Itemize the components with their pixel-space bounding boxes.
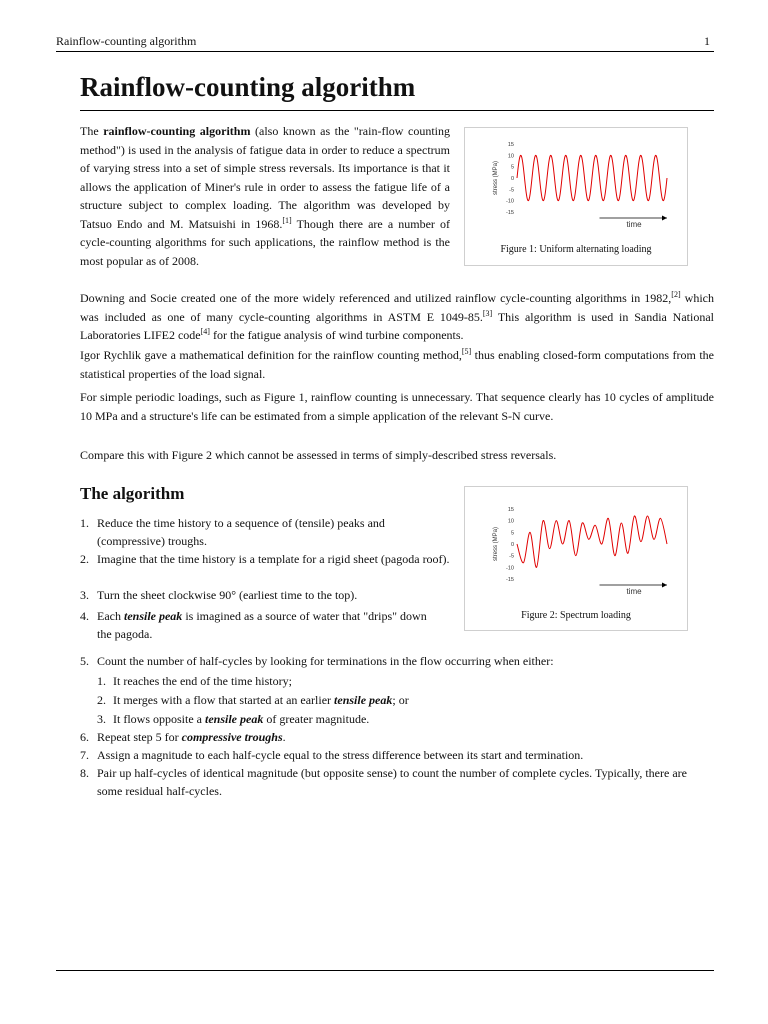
step-number: 5. xyxy=(80,654,89,668)
substep-text-post: ; or xyxy=(392,693,409,707)
emphasis-tensile-peak: tensile peak xyxy=(334,693,393,707)
emphasis-tensile-peak: tensile peak xyxy=(205,712,264,726)
list-item xyxy=(80,764,714,800)
substep-number: 3. xyxy=(97,712,106,726)
paragraph-compare: Compare this with Figure 2 which cannot be assessed in terms of simply-described stress reversals. xyxy=(80,448,557,462)
substep-text-post: of greater magnitude. xyxy=(263,712,370,726)
reference-link-3[interactable]: [3] xyxy=(482,308,493,318)
paragraph-downing-socie xyxy=(80,289,714,345)
page-number: 1 xyxy=(704,34,710,48)
list-item xyxy=(97,710,697,728)
y-tick-label: -10 xyxy=(506,565,514,572)
emphasis-compressive-troughs: compressive troughs xyxy=(181,730,283,744)
y-tick-label: -10 xyxy=(506,198,514,205)
intro-text-b: (also known as the "rain-flow counting method") is used in the analysis of fatigue data in order to reduce a spectrum of varying stress into a set of simple stress reversals. Its importance is that it allows the application of Miner's rule in order to assess the fatigue life of a structure subject to complex loading. The algorithm was developed by Tatsuo Endo and M. Matsuishi in 1968. xyxy=(80,124,450,231)
list-item xyxy=(80,652,714,670)
y-tick-label: -5 xyxy=(509,553,514,560)
step-text xyxy=(97,728,714,746)
figure-2-caption: Figure 2: Spectrum loading xyxy=(521,610,631,621)
step-number: 8. xyxy=(80,766,89,780)
para3-text-a: Igor Rychlik gave a mathematical definition for the rainflow counting method, xyxy=(80,348,462,362)
spectrum-loading-series-line xyxy=(517,516,667,568)
intro-text-c: Though there are a number of cycle-counting algorithms for such applications, the rainflow method is the most popular as of 2008. xyxy=(80,216,450,268)
running-header-title: Rainflow-counting algorithm xyxy=(56,34,197,48)
figure-1-caption: Figure 1: Uniform alternating loading xyxy=(500,244,652,255)
emphasis-tensile-peak: tensile peak xyxy=(123,609,183,623)
y-tick-label: -15 xyxy=(506,210,514,216)
x-axis-label: time xyxy=(626,587,642,596)
step-number: 7. xyxy=(80,748,89,762)
list-item xyxy=(97,672,697,690)
y-tick-label: 15 xyxy=(507,507,514,513)
reference-link-5[interactable]: [5] xyxy=(461,347,472,356)
header-rule xyxy=(56,51,714,52)
x-axis-label: time xyxy=(626,220,642,229)
y-axis-label: stress (MPa) xyxy=(493,160,499,196)
reference-link-4[interactable]: [4] xyxy=(200,327,210,336)
time-axis-arrow xyxy=(662,216,667,221)
list-item xyxy=(80,607,430,643)
step-text: Turn the sheet clockwise 90° (earliest time to the top). xyxy=(97,588,358,602)
list-item xyxy=(97,691,697,709)
step-text-pre: Each xyxy=(97,609,124,623)
step-text-pre: Repeat step 5 for xyxy=(97,730,182,744)
y-tick-label: -5 xyxy=(509,187,514,194)
y-tick-label: 15 xyxy=(507,142,514,148)
reference-link-2[interactable]: [2] xyxy=(671,290,681,299)
para2-text-c: This algorithm is used in Sandia National Laboratories LIFE2 code xyxy=(80,309,715,342)
paragraph-rychlik xyxy=(80,346,714,383)
step-number: 6. xyxy=(80,730,89,744)
intro-text-a: The xyxy=(80,124,104,138)
substep-text xyxy=(113,691,697,709)
step-number: 1. xyxy=(80,516,89,530)
footer-rule xyxy=(56,970,714,971)
y-tick-label: 5 xyxy=(510,530,514,537)
y-tick-label: -15 xyxy=(506,577,514,583)
y-tick-label: 0 xyxy=(510,542,514,548)
step-text-post: . xyxy=(282,730,286,744)
running-header xyxy=(56,34,714,50)
paragraph-periodic-loading: For simple periodic loadings, such as Figure 1, rainflow counting is unnecessary. That sequence clearly has 10 cycles of amplitude 10 MPa and a structure's life can be estimated from a simple application of the relevant S-N curve. xyxy=(80,390,714,423)
reference-link-1[interactable]: [1] xyxy=(282,215,292,225)
step-text: Pair up half-cycles of identical magnitude (but opposite sense) to count the number of complete cycles. Typically, there are some residual half-cycles. xyxy=(97,766,687,798)
substep-number: 1. xyxy=(97,674,106,688)
intro-bold-term: rainflow-counting algorithm xyxy=(103,124,251,138)
list-item xyxy=(80,746,714,764)
page-title: Rainflow-counting algorithm xyxy=(80,72,416,102)
para2-text-b: which was included as one of many cycle-counting algorithms in ASTM E 1049-85. xyxy=(80,291,715,324)
step-number: 3. xyxy=(80,588,89,602)
substep-text xyxy=(113,710,697,728)
y-axis-label: stress (MPa) xyxy=(493,526,499,562)
time-axis-arrow xyxy=(662,583,667,588)
uniform-loading-series-line xyxy=(517,155,667,200)
substep-text-pre: It flows opposite a xyxy=(113,712,205,726)
step-text: Count the number of half-cycles by looking for terminations in the flow occurring when either: xyxy=(97,654,554,668)
list-item xyxy=(80,514,420,550)
step-text: Imagine that the time history is a template for a rigid sheet (pagoda roof). xyxy=(97,552,450,566)
step-number: 4. xyxy=(80,609,89,623)
figure-2 xyxy=(464,486,688,631)
para2-text-a: Downing and Socie created one of the more widely referenced and utilized rainflow cycle-counting algorithms in 1982, xyxy=(80,291,672,305)
substep-number: 2. xyxy=(97,693,106,707)
step-text: Assign a magnitude to each half-cycle equal to the stress difference between its start and termination. xyxy=(97,748,584,762)
title-rule xyxy=(80,110,714,111)
list-item xyxy=(80,728,714,746)
y-tick-label: 10 xyxy=(507,153,514,160)
y-tick-label: 0 xyxy=(510,176,514,182)
substep-text-pre: It merges with a flow that started at an earlier xyxy=(113,693,335,707)
list-item xyxy=(80,586,455,604)
para3-text-b: thus enabling closed-form computations from the statistical properties of the load signal. xyxy=(80,348,714,381)
step-text: Reduce the time history to a sequence of (tensile) peaks and (compressive) troughs. xyxy=(97,516,385,548)
figure-2-chart xyxy=(465,487,687,630)
figure-1 xyxy=(464,127,688,266)
step-text-post: is imagined as a source of water that "drips" down the pagoda. xyxy=(97,609,427,641)
substep-text: It reaches the end of the time history; xyxy=(113,674,292,688)
para2-text-d: for the fatigue analysis of wind turbine components. xyxy=(209,328,464,342)
step-number: 2. xyxy=(80,552,89,566)
section-heading-algorithm: The algorithm xyxy=(80,484,185,503)
y-tick-label: 5 xyxy=(510,164,514,171)
y-tick-label: 10 xyxy=(507,518,514,525)
intro-paragraph xyxy=(80,122,450,270)
list-item xyxy=(80,550,455,568)
step-text xyxy=(97,607,430,643)
